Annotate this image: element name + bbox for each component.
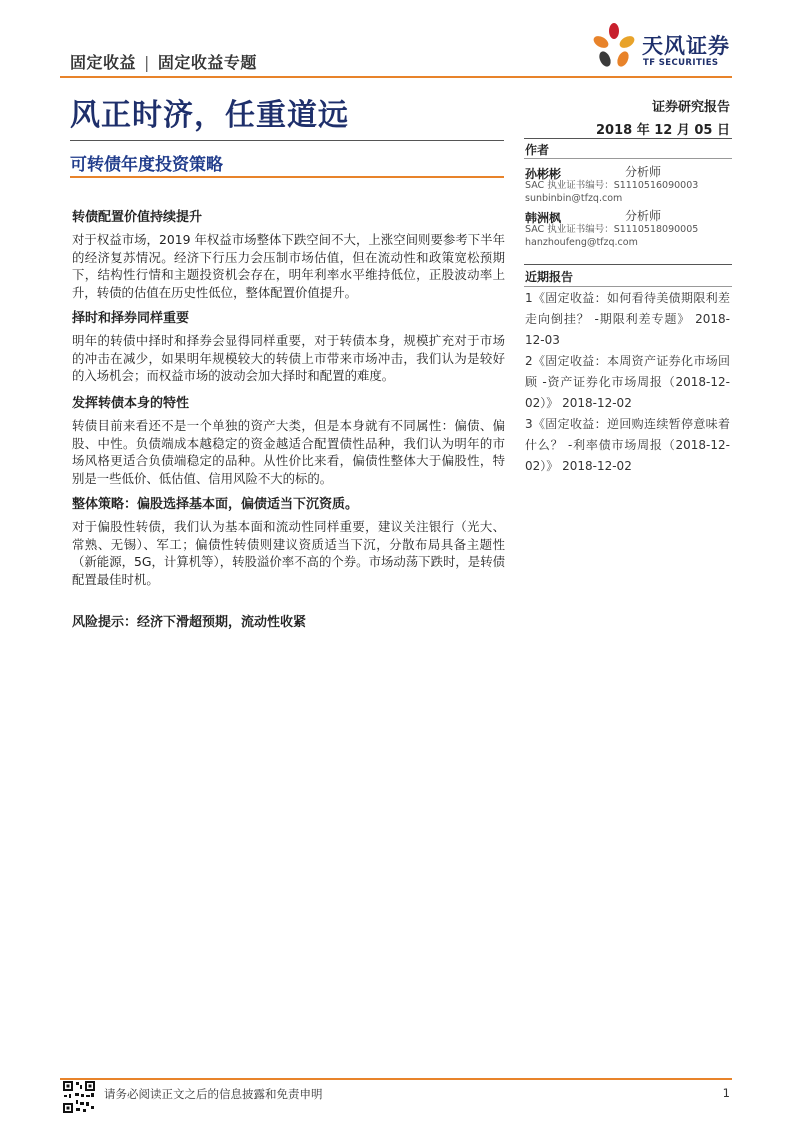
author-card (525, 163, 730, 205)
risk-warning: 风险提示：经济下滑超预期，流动性收紧 (72, 615, 307, 630)
title-rule (70, 140, 504, 141)
author-name: 韩洲枫 (525, 211, 562, 225)
footer-rule (60, 1078, 732, 1080)
recent-reports-heading: 近期报告 (525, 270, 574, 284)
author-cert: SAC 执业证书编号：S1110518090005 (525, 224, 699, 235)
section-heading: 择时和择券同样重要 (72, 311, 190, 326)
report-category (70, 50, 257, 73)
report-date: 2018 年 12 月 05 日 (596, 123, 730, 138)
logo-flower-icon (590, 22, 638, 72)
category-right: 固定收益专题 (157, 53, 257, 72)
recent-report-item[interactable]: 1《固定收益：如何看待美债期限利差走向倒挂？ -期限利差专题》 2018-12-03 (525, 291, 730, 347)
logo-text-en: TF SECURITIES (643, 58, 719, 68)
page-title: 风正时济，任重道远 (70, 98, 349, 133)
section-paragraph: 对于权益市场，2019 年权益市场整体下跌空间不大，上涨空间则要参考下半年的经济复苏情况。经济下行压力会压制市场估值，但在流动性和政策宽松预期下，结构性行情和主题投资机会存在，明年利率水平维持低位，正股波动率上升，转债的估值在历史性低位，整体配置价值提升。 (72, 232, 505, 300)
qr-code-icon (62, 1080, 96, 1114)
page-subtitle: 可转债年度投资策略 (70, 155, 223, 175)
author-card (525, 207, 730, 249)
subtitle-rule (70, 176, 504, 178)
author-name: 孙彬彬 (525, 167, 562, 181)
company-logo (590, 22, 740, 72)
recent-report-item[interactable]: 3《固定收益：逆回购连续暂停意味着什么？ -利率债市场周报（2018-12-02）》 2018-12-02 (525, 417, 730, 473)
authors-rule (524, 158, 732, 159)
author-role: 分析师 (625, 209, 662, 223)
author-email[interactable]: hanzhoufeng@tfzq.com (525, 237, 638, 248)
report-type: 证券研究报告 (651, 100, 730, 115)
sidebar-top-rule (524, 138, 732, 139)
category-separator: | (144, 53, 150, 72)
recent-top-rule (524, 264, 732, 265)
logo-text-cn: 天风证券 (642, 34, 730, 58)
recent-rule (524, 286, 732, 287)
section-paragraph: 转债目前来看还不是一个单独的资产大类，但是本身就有不同属性：偏债、偏股、中性。负债端成本越稳定的资金越适合配置债性品种，我们认为明年的市场风格更适合负债端稳定的品种。从性价比来看，偏债性整体大于偏股性，特别是一些低价、低估值、信用风险不大的标的。 (72, 418, 505, 486)
authors-heading: 作者 (525, 143, 550, 157)
category-left: 固定收益 (70, 53, 137, 72)
section-paragraph: 明年的转债中择时和择券会显得同样重要，对于转债本身，规模扩充对于市场的冲击在减少，如果明年规模较大的转债上市带来市场冲击，我们认为是较好的入场机会；而权益市场的波动会加大择时和配置的难度。 (72, 333, 505, 384)
author-role: 分析师 (625, 165, 662, 179)
page-number: 1 (722, 1086, 730, 1100)
section-heading: 整体策略：偏股选择基本面，偏债适当下沉资质。 (72, 497, 359, 512)
author-cert: SAC 执业证书编号：S1110516090003 (525, 180, 699, 191)
recent-report-item[interactable]: 2《固定收益：本周资产证券化市场回顾 -资产证券化市场周报（2018-12-02）》 2018-12-02 (525, 354, 730, 410)
section-paragraph: 对于偏股性转债，我们认为基本面和流动性同样重要，建议关注银行（光大、常熟、无锡）、军工；偏债性转债则建议资质适当下沉，分散布局具备主题性（新能源，5G，计算机等），转股溢价率不高的个券。市场动荡下跌时，是转债配置最佳时机。 (72, 519, 505, 587)
section-heading: 发挥转债本身的特性 (72, 396, 190, 411)
header-rule (60, 76, 732, 78)
footer-disclaimer: 请务必阅读正文之后的信息披露和免责申明 (104, 1087, 323, 1101)
author-email[interactable]: sunbinbin@tfzq.com (525, 193, 623, 204)
section-heading: 转债配置价值持续提升 (72, 210, 203, 225)
